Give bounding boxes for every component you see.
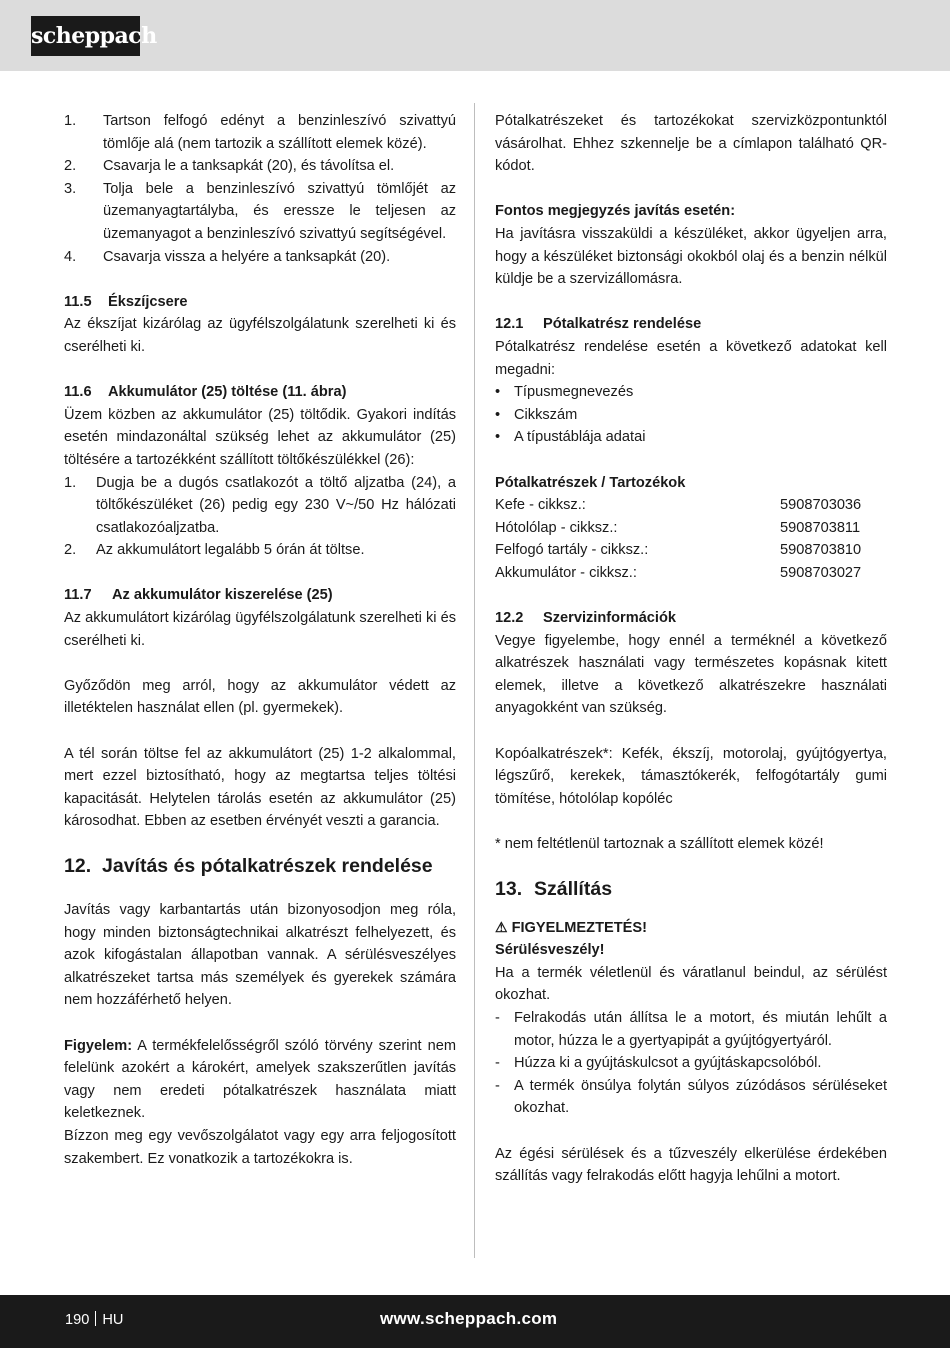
paragraph: Üzem közben az akkumulátor (25) töltődik. Gyakori indítás esetén mindazonáltal szükség lehet az akkumulátor (25) töltésére a tartozékként szállított töltőkészülékkel (26): — [64, 406, 456, 468]
paragraph: Ha javításra visszaküldi a készüléket, akkor ügyeljen arra, hogy a készüléket biztonsági okokból olaj és a benzin nélkül küldje be a szervizállomásra. — [495, 225, 887, 288]
list-item: - A termék önsúlya folytán súlyos zúzódásos sérüléseket okozhat. — [495, 1077, 887, 1117]
list-item: 4. Csavarja vissza a helyére a tanksapkát (20). — [64, 248, 391, 265]
drain-fuel-steps — [64, 110, 456, 268]
table-row: Felfogó tartály - cikksz.: 5908703810 — [495, 542, 862, 559]
section-heading-11-5: 11.5 Ékszíjcsere — [64, 293, 188, 310]
warning-label: ⚠ FIGYELMEZTETÉS! — [495, 916, 887, 940]
website-url[interactable]: www.scheppach.com — [380, 1309, 558, 1328]
parts-table — [495, 494, 887, 584]
paragraph: Ha a termék véletlenül és váratlanul beindul, az sérülést okozhat. — [495, 964, 887, 1004]
note-title: Fontos megjegyzés javítás esetén: — [495, 203, 736, 220]
section-heading-11-6: 11.6 Akkumulátor (25) töltése (11. ábra) — [64, 384, 347, 401]
paragraph: Az akkumulátort kizárólag ügyfélszolgálatunk szerelheti ki és cserélheti ki. — [64, 610, 456, 649]
paragraph: Pótalkatrész rendelése esetén a következő adatokat kell megadni: — [495, 338, 887, 378]
list-item: - Felrakodás után állítsa le a motort, és miután lehűlt a motor, húzza le a gyertyapipát a gyújtógyertyáról. — [495, 1009, 887, 1049]
section-heading-11-7: 11.7 Az akkumulátor kiszerelése (25) — [64, 587, 333, 604]
section-heading-12-1: 12.1 Pótalkatrész rendelése — [495, 316, 702, 333]
list-item: • Cikkszám — [495, 406, 578, 423]
left-column — [64, 110, 456, 1170]
list-item: 1. Dugja be a dugós csatlakozót a töltő aljzatba (24), a töltőkészüléket (26) pedig egy 230 V~/50 Hz hálózati csatlakozóaljzatba. — [64, 474, 456, 536]
page-header — [0, 0, 950, 71]
list-item: 1. Tartson felfogó edényt a benzinleszívó szivattyú tömlője alá (nem tartozik a szállított elemek közé). — [64, 113, 456, 152]
separator — [95, 1311, 96, 1326]
paragraph: Figyelem: A termékfelelősségről szóló törvény szerint nem felelünk azokért a károkért, amelyek szakszerűtlen javítás vagy nem eredeti pótalkatrészek használata miatt keletkeznek. — [64, 1037, 456, 1122]
paragraph: Az ékszíjat kizárólag az ügyfélszolgálatunk szerelheti ki és cserélheti ki. — [64, 316, 456, 355]
table-row: Kefe - cikksz.: 5908703036 — [495, 497, 862, 514]
list-item: - Húzza ki a gyújtáskulcsot a gyújtáskapcsolóból. — [495, 1055, 822, 1072]
warning-triangle-icon: ⚠ — [495, 918, 508, 935]
paragraph: Javítás vagy karbantartás után bizonyosodjon meg róla, hogy minden biztonságtechnikai alkatrészt felhelyezett, és azok kifogástalan állapotban vannak. A sérülésveszélyes alkatrészeket tartsa más személyek és gyerekek számára nem hozzáférhető helyen. — [64, 902, 456, 1009]
list-item: 2. Az akkumulátort legalább 5 órán át töltse. — [64, 542, 365, 559]
table-row: Hótolólap - cikksz.: 5908703811 — [495, 519, 861, 536]
parts-heading: Pótalkatrészek / Tartozékok — [495, 474, 686, 491]
page-number: 190 HU — [65, 1312, 124, 1328]
list-item: 3. Tolja bele a benzinleszívó szivattyú tömlőjét az üzemanyagtartályba, és eressze le teljesen az üzemanyagot a benzinleszívó szivattyú segítségével. — [64, 180, 456, 242]
table-row: Akkumulátor - cikksz.: 5908703027 — [495, 564, 862, 581]
list-item: • A típustáblája adatai — [495, 429, 646, 446]
paragraph: A tél során töltse fel az akkumulátort (25) 1-2 alkalommal, mert ezzel biztosítható, hogy az megtartsa teljes töltési kapacitását. Helytelen tárolás esetén az akkumulátor (25) károsodhat. Ebben az esetben érvényét veszti a garancia. — [64, 745, 456, 830]
page-footer — [0, 1295, 950, 1348]
list-item: 2. Csavarja le a tanksapkát (20), és távolítsa el. — [64, 158, 395, 175]
paragraph: Vegye figyelembe, hogy ennél a terméknél a következő alkatrészek használati vagy természetes kopásnak kitett elemek, illetve a következő alkatrészekre használati anyagokként van szükség. — [495, 632, 887, 717]
section-heading-13: 13. Szállítás — [495, 877, 613, 900]
paragraph: * nem feltétlenül tartoznak a szállított elemek közé! — [495, 836, 824, 852]
section-heading-12-2: 12.2 Szervizinformációk — [495, 610, 677, 627]
paragraph: Győződön meg arról, hogy az akkumulátor védett az illetéktelen használat ellen (pl. gyermekek). — [64, 677, 456, 717]
column-divider — [474, 103, 475, 1258]
section-heading-12: 12. Javítás és pótalkatrészek rendelése — [64, 855, 433, 877]
warning-subtitle: Sérülésveszély! — [495, 942, 605, 959]
paragraph: Az égési sérülések és a tűzveszély elkerülése érdekében szállítás vagy felrakodás előtt hagyja lehűlni a motort. — [495, 1145, 887, 1185]
paragraph: Bízzon meg egy vevőszolgálatot vagy egy arra feljogosított szakembert. Ez vonatkozik a tartozékokra is. — [64, 1127, 456, 1167]
right-column — [495, 110, 887, 1188]
list-item: • Típusmegnevezés — [495, 384, 634, 401]
paragraph: Pótalkatrészeket és tartozékokat szervizközpontunktól vásárolhat. Ehhez szkennelje be a címlapon található QR-kódot. — [495, 113, 887, 175]
paragraph: Kopóalkatrészek*: Kefék, ékszíj, motorolaj, gyújtógyertya, légszűrő, kerekek, támasztókerék, felfogótartály gumi tömítése, hótolólap kopóléc — [495, 745, 887, 807]
brand-logo: scheppach — [31, 16, 140, 56]
